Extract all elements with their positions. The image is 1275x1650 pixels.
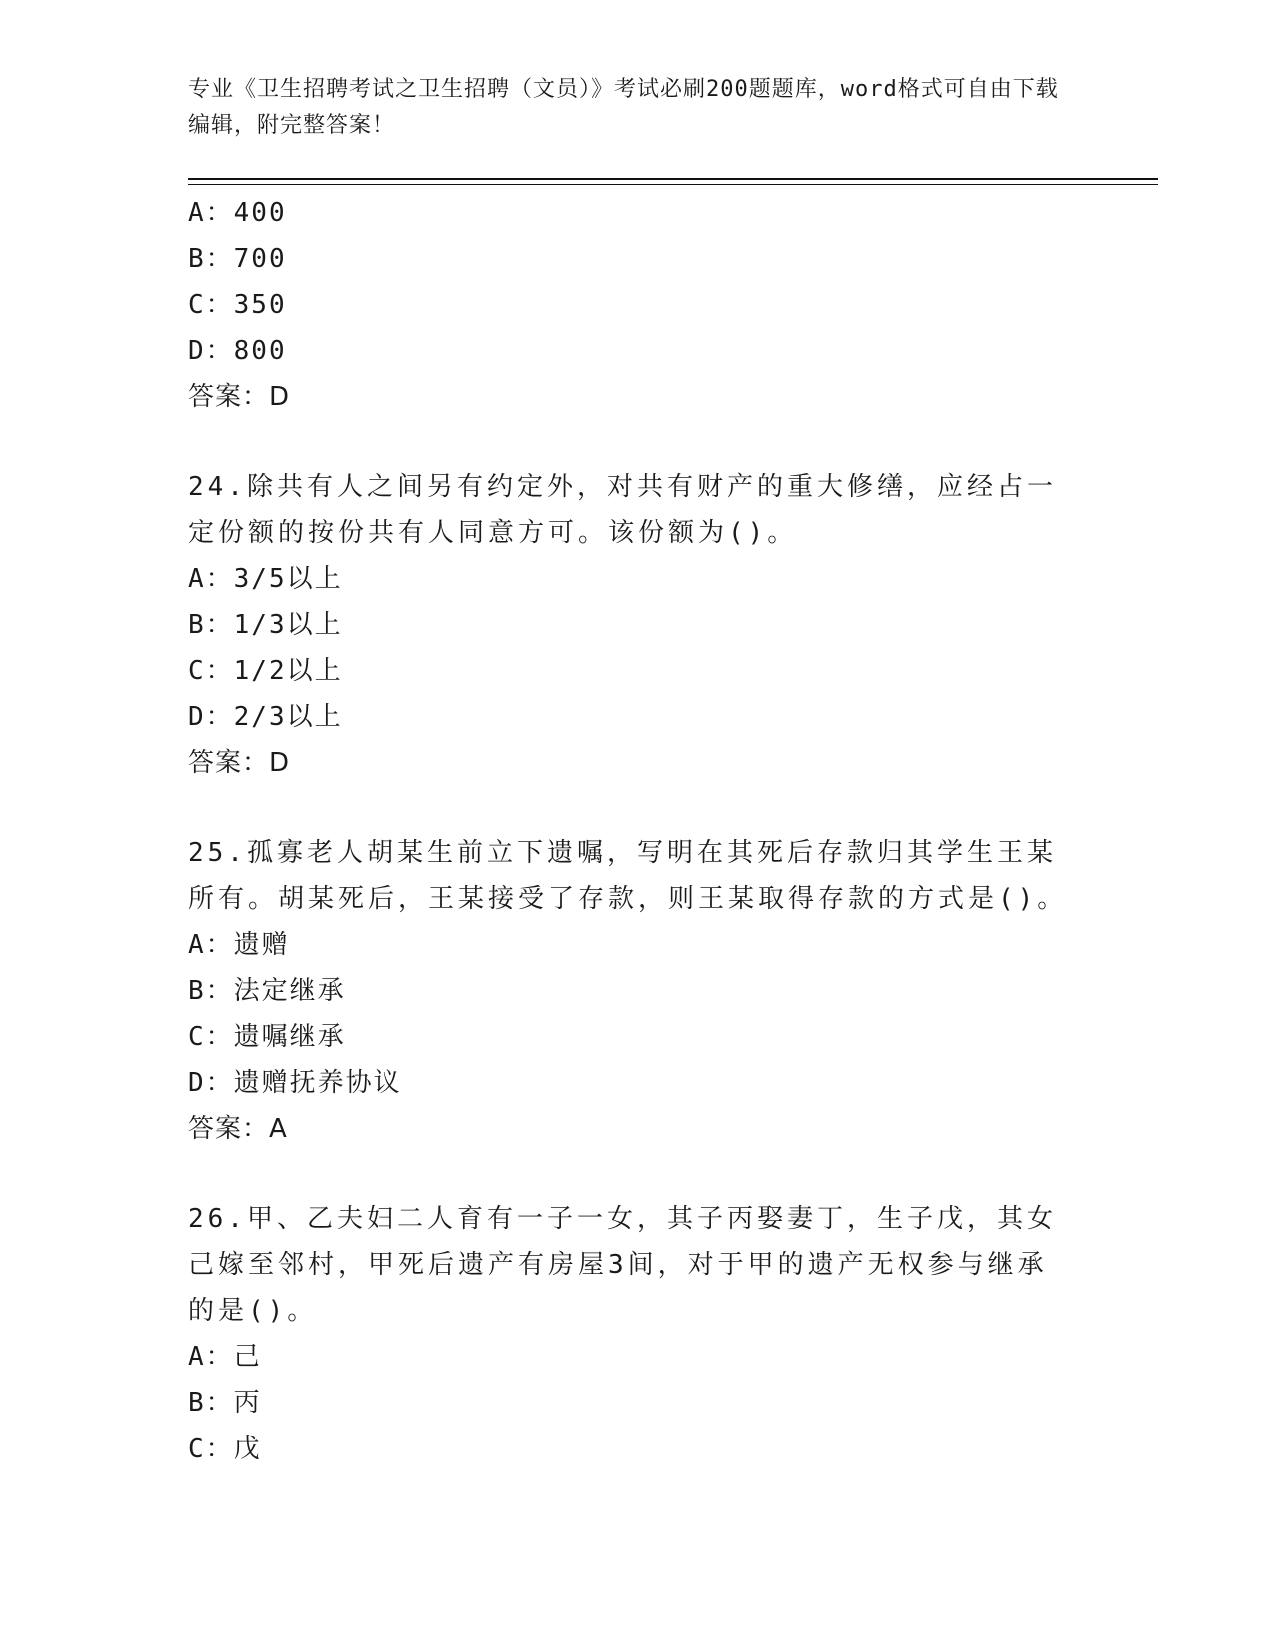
- option-c: [188, 282, 1088, 328]
- option-text: 1/2以上: [233, 656, 343, 686]
- option-label: B：: [188, 610, 234, 640]
- answer-line: 答案：A: [188, 1114, 288, 1144]
- option-b: [188, 236, 1088, 282]
- question-25: [188, 830, 1088, 1152]
- option-label: C：: [188, 1434, 234, 1464]
- option-label: D：: [188, 1068, 234, 1098]
- option-text: 350: [233, 290, 287, 320]
- question-text: 24.除共有人之间另有约定外，对共有财产的重大修缮，应经占一定份额的按份共有人同意方可。该份额为()。: [188, 472, 1057, 548]
- option-d: [188, 694, 1088, 740]
- page-header: 专业《卫生招聘考试之卫生招聘（文员）》考试必刷200题题库，word格式可自由下载编辑，附完整答案！: [188, 77, 1059, 138]
- option-label: C：: [188, 1022, 234, 1052]
- option-text: 遗赠抚养协议: [233, 1068, 402, 1098]
- answer-line: 答案：D: [188, 748, 291, 778]
- option-b: [188, 968, 1088, 1014]
- option-label: D：: [188, 702, 234, 732]
- option-text: 遗赠: [233, 930, 290, 960]
- option-label: A：: [188, 564, 234, 594]
- option-b: [188, 1380, 1088, 1426]
- option-text: 2/3以上: [233, 702, 343, 732]
- option-text: 丙: [233, 1388, 262, 1418]
- option-label: D：: [188, 336, 234, 366]
- option-c: [188, 648, 1088, 694]
- option-d: [188, 1060, 1088, 1106]
- option-label: B：: [188, 976, 234, 1006]
- question-text: 26.甲、乙夫妇二人育有一子一女，其子丙娶妻丁，生子戊，其女己嫁至邻村，甲死后遗产有房屋3间，对于甲的遗产无权参与继承的是()。: [188, 1204, 1057, 1326]
- question-23-continued: [188, 190, 1088, 420]
- question-26: [188, 1196, 1088, 1472]
- header-divider-thin: [188, 184, 1158, 185]
- option-label: A：: [188, 1342, 234, 1372]
- option-c: [188, 1014, 1088, 1060]
- option-d: [188, 328, 1088, 374]
- option-text: 己: [233, 1342, 262, 1372]
- option-a: [188, 556, 1088, 602]
- question-text: 25.孤寡老人胡某生前立下遗嘱，写明在其死后存款归其学生王某所有。胡某死后，王某接受了存款，则王某取得存款的方式是()。: [188, 838, 1068, 914]
- option-label: B：: [188, 1388, 234, 1418]
- option-label: A：: [188, 198, 234, 228]
- option-a: [188, 922, 1088, 968]
- header-divider: [188, 178, 1158, 180]
- option-label: A：: [188, 930, 234, 960]
- option-text: 法定继承: [233, 976, 346, 1006]
- option-label: C：: [188, 656, 234, 686]
- option-b: [188, 602, 1088, 648]
- option-label: C：: [188, 290, 234, 320]
- option-text: 700: [233, 244, 287, 274]
- option-text: 800: [233, 336, 287, 366]
- document-body: [188, 190, 1088, 1472]
- option-text: 3/5以上: [233, 564, 343, 594]
- option-a: [188, 190, 1088, 236]
- answer-line: 答案：D: [188, 382, 291, 412]
- option-text: 遗嘱继承: [233, 1022, 346, 1052]
- option-label: B：: [188, 244, 234, 274]
- option-text: 戊: [233, 1434, 262, 1464]
- option-text: 1/3以上: [233, 610, 343, 640]
- option-a: [188, 1334, 1088, 1380]
- option-c: [188, 1426, 1088, 1472]
- option-text: 400: [233, 198, 287, 228]
- question-24: [188, 464, 1088, 786]
